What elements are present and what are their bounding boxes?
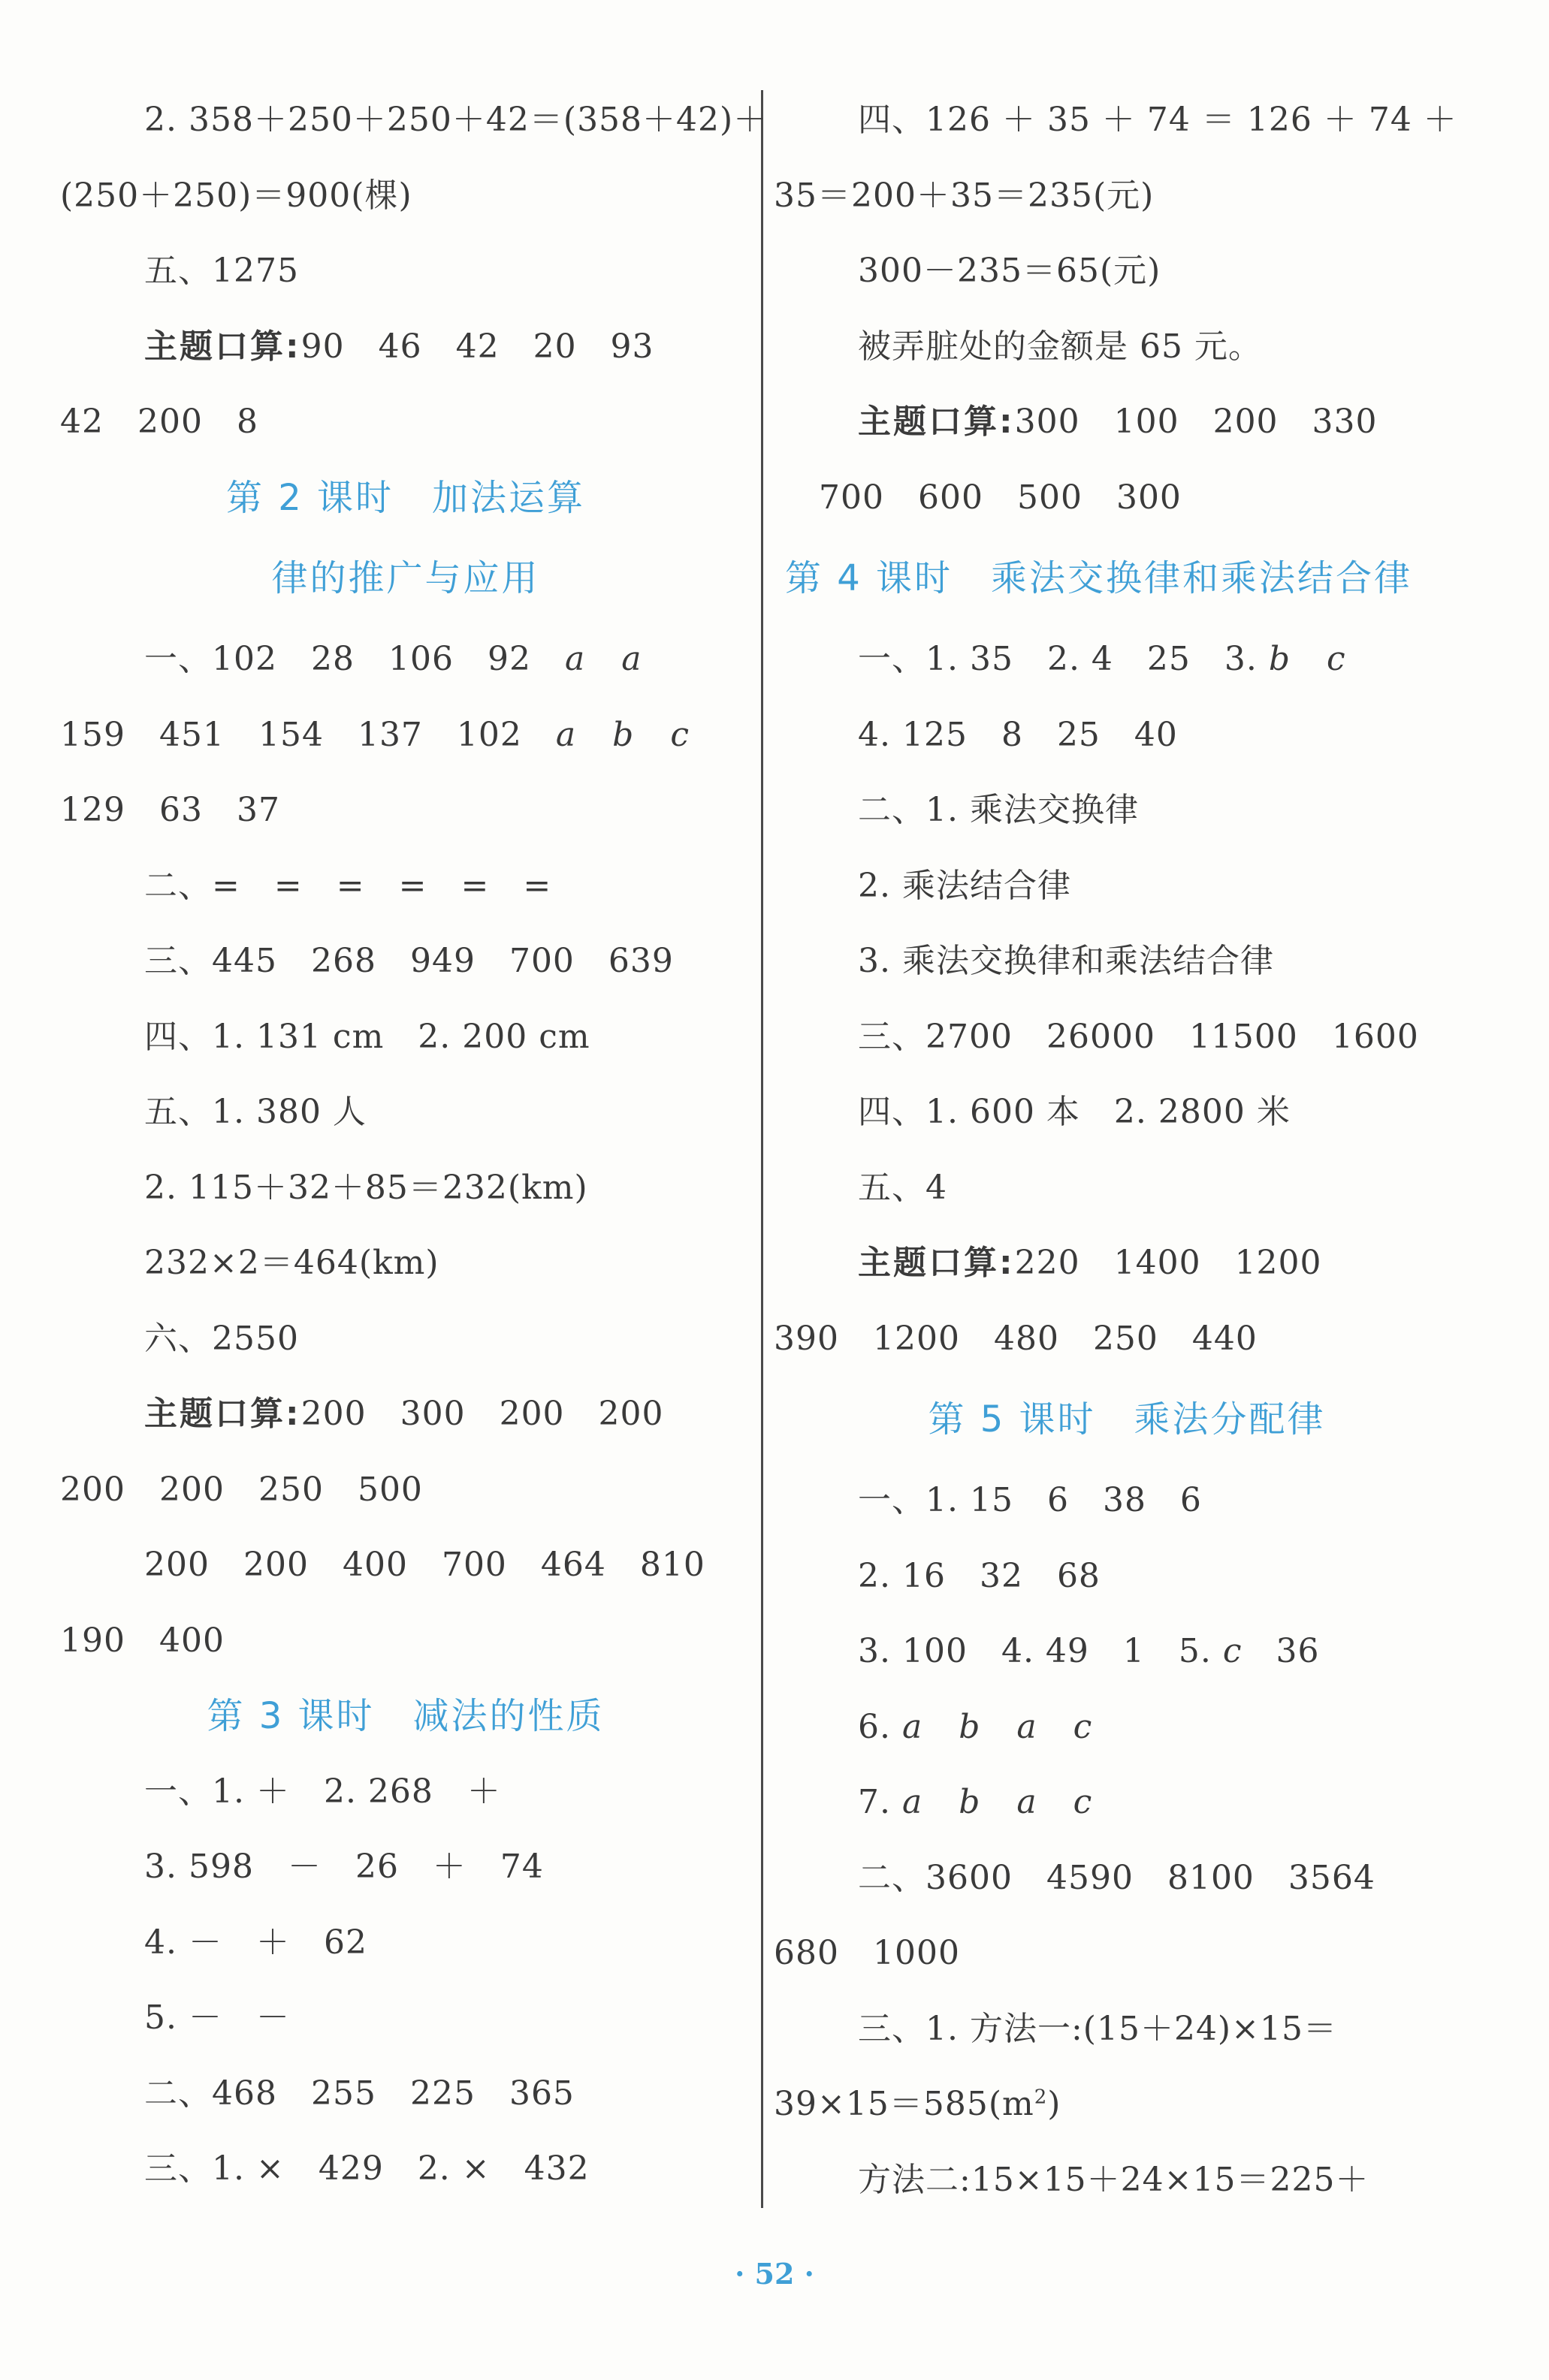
answer-line: 方法二:15×15＋24×15＝225＋ [858, 2160, 1369, 2199]
var-a: a [555, 715, 577, 754]
oral-calc-line [60, 1377, 751, 1452]
answer-line: 2. 358＋250＋250＋42＝(358＋42)＋ [144, 101, 768, 139]
answer-line: 42 200 8 [60, 403, 258, 441]
answer-line: 2. 乘法结合律 [858, 866, 1071, 905]
answer-line: 四、1. 131 cm 2. 200 cm [144, 1017, 590, 1056]
answer-line: 四、126 ＋ 35 ＋ 74 ＝ 126 ＋ 74 ＋ [858, 101, 1457, 139]
var-a: a [901, 1783, 923, 1821]
var-a: a [901, 1707, 923, 1746]
answer-line: 4. 125 8 25 40 [858, 715, 1178, 754]
answer-line: 二、3600 4590 8100 3564 [858, 1858, 1375, 1897]
var-b: b [1268, 640, 1291, 678]
answer-text: 6. [858, 1707, 902, 1746]
answer-line: 4. － ＋ 62 [144, 1923, 367, 1962]
answer-text: 39×15＝585(m [774, 2085, 1034, 2123]
oral-calc-values: 220 1400 1200 [1014, 1244, 1322, 1282]
answer-line: 六、2550 [144, 1319, 299, 1358]
answer-line: 一、1. 15 6 38 6 [858, 1481, 1202, 1519]
oral-calc-line [60, 309, 751, 385]
answer-line: 2. 16 32 68 [858, 1556, 1101, 1595]
answer-text: 7. [858, 1783, 902, 1821]
right-column [774, 83, 1480, 2218]
oral-calc-values: 300 100 200 330 [1014, 403, 1378, 441]
answer-line: 5. － － [144, 1998, 290, 2037]
oral-calc-values: 90 46 42 20 93 [300, 327, 654, 366]
superscript: 2 [1034, 2086, 1048, 2109]
answer-line: 390 1200 480 250 440 [774, 1319, 1258, 1358]
answer-line: 三、1. × 429 2. × 432 [144, 2149, 590, 2188]
answer-line: 680 1000 [774, 1934, 960, 1972]
answer-line: 3. 乘法交换律和乘法结合律 [858, 942, 1274, 980]
answer-line: 232×2＝464(km) [144, 1244, 439, 1282]
answer-line: 一、1. ＋ 2. 268 ＋ [144, 1772, 501, 1811]
page-number: · 52 · [735, 2257, 814, 2291]
answer-line: 700 600 500 300 [819, 478, 1182, 517]
oral-calc-label: 主题口算: [144, 1395, 301, 1433]
oral-calc-line [774, 1226, 1480, 1302]
answer-line: 二、1. 乘法交换律 [858, 791, 1139, 829]
answer-text: 一、1. 35 2. 4 25 3. [858, 640, 1269, 678]
answer-line: 二、= = = = = = [144, 866, 552, 905]
var-c: c [1073, 1783, 1093, 1821]
lesson-heading: 第 3 课时 减法的性质 [207, 1695, 605, 1737]
answer-line: 三、1. 方法一:(15＋24)×15＝ [858, 2009, 1337, 2048]
answer-line: 五、4 [858, 1168, 947, 1207]
var-a: a [1016, 1707, 1037, 1746]
answer-line: 35＝200＋35＝235(元) [774, 176, 1155, 215]
oral-calc-label: 主题口算: [144, 327, 301, 366]
answer-line [60, 622, 751, 698]
answer-line: 200 200 400 700 464 810 [144, 1546, 705, 1584]
answer-line: 190 400 [60, 1621, 225, 1660]
oral-calc-label: 主题口算: [858, 1244, 1015, 1282]
answer-line: 二、468 255 225 365 [144, 2074, 575, 2113]
answer-text: 3. 100 4. 49 1 5. [858, 1632, 1223, 1670]
answer-line: 被弄脏处的金额是 65 元。 [858, 327, 1262, 366]
answer-line: (250＋250)＝900(棵) [60, 176, 412, 215]
answer-text: ) [1047, 2085, 1061, 2123]
answer-line [774, 2067, 1480, 2143]
oral-calc-label: 主题口算: [858, 403, 1015, 441]
answer-text: 159 451 154 137 102 [60, 715, 556, 754]
var-b: b [959, 1783, 981, 1821]
answer-line: 四、1. 600 本 2. 2800 米 [858, 1093, 1291, 1131]
answer-line [774, 622, 1480, 698]
answer-line: 300－235＝65(元) [858, 252, 1161, 290]
var-c: c [670, 715, 690, 754]
var-b: b [959, 1707, 981, 1746]
answer-line: 2. 115＋32＋85＝232(km) [144, 1168, 588, 1207]
answer-line: 五、1275 [144, 252, 299, 290]
column-divider [761, 90, 763, 2208]
var-a: a [564, 640, 586, 678]
answer-line [774, 1765, 1480, 1841]
var-b: b [612, 715, 635, 754]
var-c: c [1073, 1707, 1093, 1746]
oral-calc-values: 200 300 200 200 [300, 1395, 664, 1433]
left-column [60, 83, 768, 2207]
answer-text: 36 [1242, 1632, 1320, 1670]
oral-calc-line [774, 385, 1480, 460]
answer-line: 三、2700 26000 11500 1600 [858, 1017, 1419, 1056]
answer-line [774, 1614, 1480, 1690]
lesson-heading: 第 2 课时 加法运算 [225, 476, 586, 519]
answer-line: 三、445 268 949 700 639 [144, 942, 674, 980]
lesson-heading-cont: 律的推广与应用 [271, 557, 540, 599]
var-a: a [621, 640, 642, 678]
var-c: c [1327, 640, 1346, 678]
answer-text: 一、102 28 106 92 [144, 640, 565, 678]
lesson-heading: 第 5 课时 乘法分配律 [928, 1398, 1326, 1440]
answer-line [774, 1690, 1480, 1766]
lesson-heading: 第 4 课时 乘法交换律和乘法结合律 [785, 557, 1413, 599]
answer-line: 3. 598 － 26 ＋ 74 [144, 1848, 544, 1886]
answer-line [60, 698, 751, 774]
answer-line: 200 200 250 500 [60, 1470, 423, 1509]
var-a: a [1016, 1783, 1037, 1821]
var-c: c [1222, 1632, 1243, 1670]
answer-line: 129 63 37 [60, 791, 280, 829]
answer-line: 五、1. 380 人 [144, 1093, 367, 1131]
